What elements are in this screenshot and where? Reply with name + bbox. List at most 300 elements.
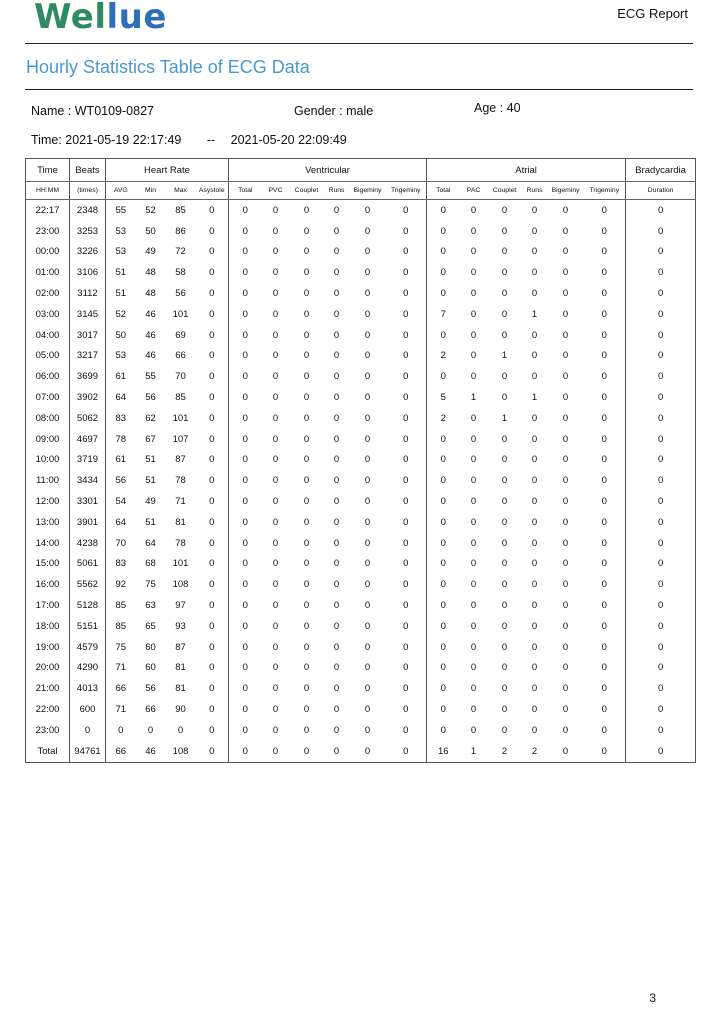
table-cell: 0 <box>470 704 477 716</box>
sub-header-row <box>26 182 696 200</box>
table-cell: 5151 <box>70 616 106 637</box>
table-cell: 0 <box>562 412 569 424</box>
table-row <box>26 595 696 616</box>
table-cell: 0 <box>364 288 371 300</box>
table-cell: 0 <box>403 288 409 300</box>
table-cell: 108 <box>172 579 189 591</box>
table-row <box>26 491 696 512</box>
table-cell: 0 <box>562 683 569 695</box>
table-cell: 0 <box>333 308 340 320</box>
table-cell: 0 <box>272 475 279 487</box>
table-cell: 0 <box>303 704 310 716</box>
table-cell: 67 <box>145 433 156 445</box>
table-cell: 0 <box>333 392 340 404</box>
table-cell: 0 <box>427 242 460 263</box>
table-cell: 66 <box>145 704 156 716</box>
table-cell: 0 <box>626 450 696 471</box>
table-cell: 0 <box>601 267 607 279</box>
table-cell: 0 <box>531 496 538 508</box>
table-cell: 0 <box>333 579 340 591</box>
table-cell: 3901 <box>70 512 106 533</box>
wellue-logo <box>34 0 167 40</box>
table-cell: 51 <box>145 454 156 466</box>
table-cell: 0 <box>272 225 279 237</box>
table-cell: 0 <box>501 267 508 279</box>
table-row <box>26 512 696 533</box>
table-cell: 48 <box>145 267 156 279</box>
table-cell: 0 <box>427 574 460 595</box>
table-cell: 0 <box>272 433 279 445</box>
subheader-8: Couplet <box>290 182 324 200</box>
table-cell: 0 <box>531 641 538 653</box>
table-cell: 0 <box>501 537 508 549</box>
group-header-row <box>26 159 696 182</box>
table-cell: 0 <box>531 579 538 591</box>
table-cell: 0 <box>501 683 508 695</box>
table-cell: 0 <box>531 412 538 424</box>
table-cell: 0 <box>364 600 371 612</box>
subheader-11: Trigeminy <box>386 182 427 200</box>
table-cell: 0 <box>209 350 215 362</box>
table-row <box>26 221 696 242</box>
table-cell: 0 <box>403 475 409 487</box>
table-cell: 0 <box>470 412 477 424</box>
table-cell: 4013 <box>70 678 106 699</box>
table-row <box>26 242 696 263</box>
subheader-13: PAC <box>460 182 488 200</box>
table-cell: 1 <box>501 412 508 424</box>
table-cell: 0 <box>333 246 340 258</box>
table-cell: 0 <box>333 662 340 674</box>
table-cell: 0 <box>209 308 215 320</box>
table-cell: 49 <box>145 496 156 508</box>
table-cell: 7 <box>427 304 460 325</box>
table-cell: 85 <box>106 595 136 616</box>
table-cell: 0 <box>209 724 215 736</box>
table-cell: 0 <box>333 350 340 362</box>
subheader-12: Total <box>427 182 460 200</box>
table-cell: 0 <box>562 516 569 528</box>
table-cell: 18:00 <box>35 620 60 632</box>
table-cell: 0 <box>626 408 696 429</box>
table-cell: 0 <box>601 600 607 612</box>
table-cell: 0 <box>229 699 262 720</box>
table-cell: 0 <box>601 329 607 341</box>
table-cell: 0 <box>531 683 538 695</box>
table-cell: 16 <box>427 741 460 762</box>
table-cell: 0 <box>272 724 279 736</box>
table-cell: 0 <box>531 204 538 216</box>
subheader-9: Runs <box>324 182 350 200</box>
table-cell: 78 <box>175 475 186 487</box>
table-cell: 0 <box>501 516 508 528</box>
table-cell: 0 <box>470 662 477 674</box>
table-cell: 0 <box>501 454 508 466</box>
table-cell: 0 <box>562 350 569 362</box>
table-cell: 0 <box>272 579 279 591</box>
table-cell: 13:00 <box>35 516 60 528</box>
table-cell: 0 <box>303 600 310 612</box>
table-cell: 101 <box>172 558 189 570</box>
table-cell: 5 <box>427 387 460 408</box>
table-cell: 0 <box>403 246 409 258</box>
table-cell: 72 <box>175 246 186 258</box>
table-cell: 0 <box>303 308 310 320</box>
table-cell: 81 <box>175 662 186 674</box>
table-cell: 0 <box>303 641 310 653</box>
table-cell: 11:00 <box>35 475 60 487</box>
table-cell: 0 <box>427 554 460 575</box>
table-cell: 0 <box>562 745 569 757</box>
table-cell: 83 <box>106 408 136 429</box>
time-separator: -- <box>206 133 216 147</box>
table-cell: 0 <box>427 637 460 658</box>
table-cell: 0 <box>562 641 569 653</box>
table-cell: 0 <box>501 558 508 570</box>
table-cell: 0 <box>531 600 538 612</box>
table-cell: 0 <box>470 433 477 445</box>
table-cell: 0 <box>333 288 340 300</box>
table-cell: 0 <box>272 371 279 383</box>
table-cell: 0 <box>229 200 262 221</box>
table-cell: 0 <box>626 699 696 720</box>
table-cell: 0 <box>626 491 696 512</box>
table-cell: 0 <box>209 516 215 528</box>
table-cell: 0 <box>364 246 371 258</box>
table-cell: 0 <box>427 491 460 512</box>
table-cell: 0 <box>601 683 607 695</box>
table-cell: 0 <box>209 225 215 237</box>
table-cell: 0 <box>303 454 310 466</box>
table-cell: 0 <box>601 454 607 466</box>
table-cell: 78 <box>106 429 136 450</box>
table-cell: 55 <box>106 200 136 221</box>
table-cell: 0 <box>501 704 508 716</box>
table-cell: 0 <box>364 204 371 216</box>
table-row <box>26 720 696 741</box>
table-cell: 0 <box>601 225 607 237</box>
table-cell: 0 <box>501 308 508 320</box>
table-cell: 0 <box>147 724 154 736</box>
table-cell: 0 <box>626 304 696 325</box>
table-cell: 0 <box>403 704 409 716</box>
table-cell: 00:00 <box>35 246 60 258</box>
table-cell: 0 <box>470 558 477 570</box>
table-row <box>26 408 696 429</box>
table-cell: 0 <box>209 475 215 487</box>
table-cell: 0 <box>272 600 279 612</box>
table-cell: 0 <box>364 683 371 695</box>
table-row <box>26 554 696 575</box>
subheader-18: Duration <box>626 182 696 200</box>
table-cell: 53 <box>106 346 136 367</box>
table-cell: 0 <box>403 537 409 549</box>
table-cell: 0 <box>209 683 215 695</box>
table-cell: 0 <box>229 491 262 512</box>
table-cell: 64 <box>145 537 156 549</box>
table-cell: 107 <box>172 433 189 445</box>
table-cell: 0 <box>601 537 607 549</box>
table-cell: 3145 <box>70 304 106 325</box>
table-cell: 23:00 <box>35 225 60 237</box>
table-cell: 03:00 <box>35 308 60 320</box>
table-cell: 16:00 <box>35 579 60 591</box>
table-cell: 0 <box>626 678 696 699</box>
table-cell: 0 <box>531 350 538 362</box>
table-cell: 0 <box>303 516 310 528</box>
table-cell: 0 <box>470 600 477 612</box>
table-cell: 0 <box>601 308 607 320</box>
table-row <box>26 325 696 346</box>
table-cell: 68 <box>145 558 156 570</box>
table-cell: 0 <box>601 246 607 258</box>
table-cell: 0 <box>364 225 371 237</box>
table-cell: 0 <box>272 392 279 404</box>
table-cell: 0 <box>229 595 262 616</box>
table-row <box>26 699 696 720</box>
table-cell: 0 <box>562 579 569 591</box>
table-cell: 0 <box>427 366 460 387</box>
table-cell: 71 <box>175 496 186 508</box>
table-cell: 0 <box>403 371 409 383</box>
table-cell: 0 <box>626 720 696 741</box>
table-cell: 53 <box>106 221 136 242</box>
patient-name: Name : WT0109-0827 <box>31 104 154 118</box>
table-cell: 2 <box>427 408 460 429</box>
table-cell: 0 <box>562 267 569 279</box>
table-cell: 22:00 <box>35 704 60 716</box>
table-cell: 56 <box>145 392 156 404</box>
table-cell: 0 <box>501 579 508 591</box>
table-cell: 101 <box>172 308 189 320</box>
total-row <box>26 741 696 762</box>
table-cell: 0 <box>403 558 409 570</box>
table-cell: 1 <box>470 745 477 757</box>
table-cell: 0 <box>229 533 262 554</box>
table-cell: 94761 <box>70 741 106 762</box>
table-cell: 92 <box>106 574 136 595</box>
table-cell: 0 <box>470 516 477 528</box>
table-cell: 0 <box>303 537 310 549</box>
table-cell: 0 <box>272 288 279 300</box>
table-row <box>26 262 696 283</box>
table-cell: 0 <box>209 267 215 279</box>
table-cell: 0 <box>501 288 508 300</box>
table-cell: 0 <box>470 496 477 508</box>
table-cell: 0 <box>427 533 460 554</box>
table-cell: 01:00 <box>35 267 60 279</box>
table-cell: 0 <box>272 662 279 674</box>
table-cell: 0 <box>333 371 340 383</box>
table-cell: 07:00 <box>35 392 60 404</box>
table-cell: 600 <box>70 699 106 720</box>
table-cell: 0 <box>364 454 371 466</box>
patient-gender: Gender : male <box>294 104 374 118</box>
page-number: 3 <box>649 991 656 1005</box>
table-cell: 0 <box>333 600 340 612</box>
table-cell: 46 <box>145 745 156 757</box>
table-cell: 56 <box>106 470 136 491</box>
table-cell: 0 <box>272 516 279 528</box>
table-cell: 78 <box>175 537 186 549</box>
table-cell: 0 <box>403 267 409 279</box>
table-cell: 0 <box>531 433 538 445</box>
table-cell: 0 <box>364 641 371 653</box>
table-cell: 0 <box>531 516 538 528</box>
table-row <box>26 616 696 637</box>
table-cell: 0 <box>470 641 477 653</box>
table-cell: 0 <box>501 433 508 445</box>
table-cell: 54 <box>106 491 136 512</box>
table-cell: 56 <box>145 683 156 695</box>
table-row <box>26 366 696 387</box>
table-cell: 4579 <box>70 637 106 658</box>
table-cell: 69 <box>175 329 186 341</box>
table-cell: 0 <box>601 620 607 632</box>
table-cell: 3226 <box>70 242 106 263</box>
table-cell: 0 <box>229 387 262 408</box>
table-row <box>26 637 696 658</box>
table-cell: 0 <box>470 537 477 549</box>
table-cell: 0 <box>272 308 279 320</box>
table-cell: 0 <box>403 433 409 445</box>
table-row <box>26 387 696 408</box>
table-cell: 0 <box>427 283 460 304</box>
table-cell: 0 <box>501 204 508 216</box>
table-cell: 0 <box>364 267 371 279</box>
table-cell: 0 <box>303 288 310 300</box>
table-cell: 0 <box>272 204 279 216</box>
table-cell: 0 <box>531 704 538 716</box>
table-cell: 0 <box>427 325 460 346</box>
table-cell: 19:00 <box>35 641 60 653</box>
table-cell: 58 <box>175 267 186 279</box>
table-cell: 71 <box>106 658 136 679</box>
table-cell: 0 <box>303 433 310 445</box>
table-cell: 0 <box>626 574 696 595</box>
table-cell: 50 <box>106 325 136 346</box>
table-cell: 0 <box>531 724 538 736</box>
table-cell: 5562 <box>70 574 106 595</box>
table-cell: 0 <box>333 683 340 695</box>
table-cell: 2 <box>427 346 460 367</box>
time-start: 2021-05-19 22:17:49 <box>65 133 182 147</box>
table-cell: 0 <box>303 558 310 570</box>
table-cell: 3112 <box>70 283 106 304</box>
table-cell: 0 <box>427 512 460 533</box>
table-cell: 0 <box>177 724 184 736</box>
table-cell: 0 <box>403 392 409 404</box>
table-cell: 0 <box>470 475 477 487</box>
table-row <box>26 658 696 679</box>
table-row <box>26 678 696 699</box>
table-cell: 0 <box>403 308 409 320</box>
table-cell: 0 <box>333 724 340 736</box>
table-cell: 0 <box>403 745 409 757</box>
table-cell: 0 <box>229 574 262 595</box>
table-cell: 0 <box>531 558 538 570</box>
table-cell: 0 <box>209 433 215 445</box>
table-cell: 51 <box>106 262 136 283</box>
table-cell: 0 <box>501 662 508 674</box>
table-cell: Total <box>37 745 58 757</box>
table-cell: 0 <box>229 678 262 699</box>
table-cell: 3719 <box>70 450 106 471</box>
table-cell: 0 <box>562 475 569 487</box>
subheader-6: Total <box>229 182 262 200</box>
table-cell: 0 <box>531 662 538 674</box>
table-cell: 0 <box>364 329 371 341</box>
table-cell: 0 <box>364 704 371 716</box>
table-cell: 52 <box>106 304 136 325</box>
table-cell: 0 <box>209 412 215 424</box>
table-cell: 0 <box>272 350 279 362</box>
table-cell: 64 <box>106 387 136 408</box>
table-cell: 75 <box>106 637 136 658</box>
table-cell: 81 <box>175 683 186 695</box>
table-cell: 0 <box>601 433 607 445</box>
table-cell: 0 <box>470 288 477 300</box>
table-cell: 0 <box>501 246 508 258</box>
table-cell: 0 <box>364 412 371 424</box>
header-time: Time <box>26 159 70 182</box>
table-cell: 90 <box>175 704 186 716</box>
table-cell: 4290 <box>70 658 106 679</box>
table-cell: 0 <box>562 600 569 612</box>
table-cell: 66 <box>175 350 186 362</box>
header-heart-rate: Heart Rate <box>106 159 229 182</box>
table-cell: 0 <box>229 658 262 679</box>
table-cell: 0 <box>209 579 215 591</box>
table-cell: 50 <box>145 225 156 237</box>
table-cell: 0 <box>601 704 607 716</box>
table-cell: 0 <box>229 512 262 533</box>
table-cell: 0 <box>626 221 696 242</box>
table-cell: 0 <box>229 554 262 575</box>
table-cell: 5062 <box>70 408 106 429</box>
table-cell: 3253 <box>70 221 106 242</box>
table-cell: 0 <box>272 496 279 508</box>
table-cell: 0 <box>562 662 569 674</box>
table-row <box>26 574 696 595</box>
table-cell: 0 <box>427 595 460 616</box>
table-cell: 0 <box>626 595 696 616</box>
table-cell: 0 <box>427 470 460 491</box>
table-cell: 0 <box>531 371 538 383</box>
table-cell: 0 <box>364 350 371 362</box>
table-cell: 83 <box>106 554 136 575</box>
table-cell: 0 <box>403 724 409 736</box>
table-cell: 0 <box>626 533 696 554</box>
table-cell: 05:00 <box>35 350 60 362</box>
table-cell: 22:17 <box>35 204 60 216</box>
logo-text-part-2: lue <box>106 0 167 37</box>
table-cell: 0 <box>303 204 310 216</box>
table-cell: 0 <box>272 412 279 424</box>
table-cell: 0 <box>333 433 340 445</box>
table-cell: 0 <box>209 204 215 216</box>
table-cell: 51 <box>145 516 156 528</box>
table-cell: 0 <box>364 620 371 632</box>
subheader-14: Couplet <box>488 182 522 200</box>
table-cell: 0 <box>531 454 538 466</box>
table-cell: 0 <box>427 658 460 679</box>
table-cell: 0 <box>531 267 538 279</box>
table-cell: 2 <box>501 745 508 757</box>
table-cell: 0 <box>364 308 371 320</box>
table-cell: 0 <box>364 579 371 591</box>
table-cell: 0 <box>470 454 477 466</box>
